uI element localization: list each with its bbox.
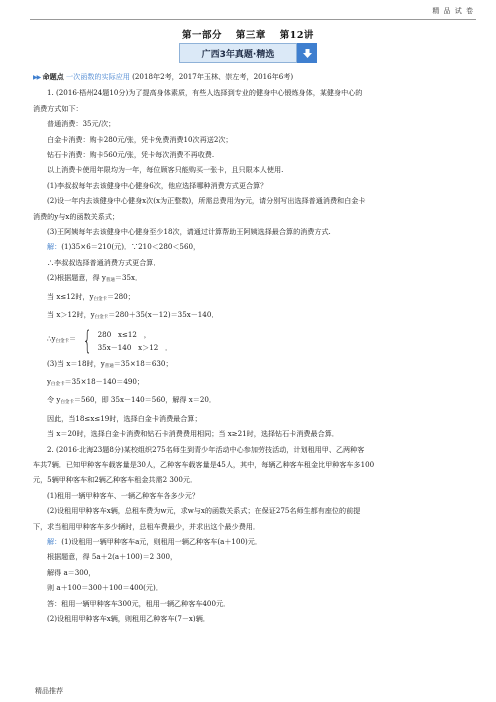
- text-line: (3)当 x＝18时，$y_{普通}=35\times 18=630$；: [47, 358, 173, 369]
- footer-label: 精品推荐: [35, 687, 63, 695]
- text-line: 白金卡消费：购卡280元/张，凭卡免费消费10次再送2次；: [47, 134, 233, 144]
- text-line: 解：(1)设租用一辆甲种客车a元，则租用一辆乙种客车(a＋100)元．: [47, 536, 262, 546]
- text-line: 当 x＞12时，$y_{白金卡}=280+35(x-12)=35x-140$．: [47, 310, 219, 321]
- text-line: (1)李叔叔每年去该健身中心健身6次，他应选择哪种消费方式更合算？: [47, 180, 268, 190]
- text-line: 令 $y_{白金卡}=560$，即 35x－140＝560，解得 x＝20．: [47, 395, 216, 406]
- left-brace: {: [82, 325, 92, 356]
- case-row1: 280 x≤12 ，: [97, 329, 151, 339]
- piecewise-lead: $\therefore y_{白金卡}=$: [47, 334, 77, 345]
- text-line: ∴李叔叔选择普通消费方式更合算．: [47, 257, 161, 267]
- badge-label: 广西3年真题·精选: [179, 43, 297, 63]
- text-line: 消费的y与x的函数关系式；: [33, 211, 120, 221]
- text-line: (3)王阿姨每年去该健身中心健身至少18次，请通过计算帮助王阿姨选择最合算的消费方式.: [47, 227, 331, 237]
- section-badge: [179, 43, 317, 63]
- text-line: 下，求当租用甲种客车多少辆时，总租车费最少，并求出这个最少费用．: [33, 521, 260, 531]
- text-line: (2)根据题意，得 $y_{普通}=35x$．: [47, 273, 143, 284]
- title-part: 第一部分: [182, 30, 223, 41]
- text-line: 2. (2016·北海23题8分)某校组织275名师生到青少年活动中心参加劳技活动，计划租用甲、乙两种客: [47, 444, 365, 454]
- text-line: (1)租用一辆甲种客车、一辆乙种客车各多少元？: [47, 490, 199, 500]
- text-line: 解：(1)35×6＝210(元)．∵210＜280＜560，: [47, 242, 201, 252]
- title-lecture: 第12讲: [279, 30, 314, 41]
- topic-label: 命题点: [42, 72, 64, 81]
- text-line: 车共7辆．已知甲种客车载客量是30人，乙种客车载客量是45人，其中，每辆乙种客车租金比甲种客车多100: [33, 459, 375, 469]
- arrow-down-icon: [297, 43, 317, 63]
- header-rule: [30, 19, 476, 20]
- text-line: 普通消费：35元/次；: [47, 119, 116, 129]
- case-row2: 35x－140 x＞12 ．: [97, 342, 173, 352]
- text-line: 则 a＋100＝300＋100＝400(元)．: [47, 583, 163, 593]
- page-title: [0, 27, 496, 41]
- piecewise-function: [33, 326, 476, 356]
- title-chapter: 第三章: [235, 30, 266, 41]
- topic-line: [33, 69, 476, 85]
- text-line: 钻石卡消费：购卡560元/张，凭卡每次消费不再收费.: [47, 150, 215, 160]
- topic-link: 一次函数的实际应用: [66, 72, 130, 81]
- piecewise-cases: [98, 328, 172, 354]
- text-line: 当 x≤12时，$y_{白金卡}=280$；: [47, 291, 135, 302]
- text-line: (2)设一年内去该健身中心健身x次(x为正整数)，所需总费用为y元，请分别写出选择普通消费和白金卡: [47, 196, 366, 206]
- text-line: 解得 a＝300，: [47, 567, 96, 577]
- text-line: 消费方式如下：: [33, 103, 83, 113]
- text-line: 以上消费卡使用年限均为一年，每位顾客只能购买一张卡，且只限本人使用.: [47, 165, 284, 175]
- text-line: $y_{白金卡}=35\times 18-140=490$；: [47, 376, 144, 387]
- text-line: 根据题意，得 5a＋2(a＋100)＝2 300，: [47, 552, 178, 562]
- text-line: 当 x＝20时，选择白金卡消费和钻石卡消费费用相同；当 x≥21时，选择钻石卡消费最合算．: [47, 429, 339, 439]
- header-mark: 精 品 试 卷: [432, 7, 474, 15]
- text-line: 因此，当18≤x≤19时，选择白金卡消费最合算；: [47, 413, 202, 423]
- text-line: 答：租用一辆甲种客车300元，租用一辆乙种客车400元．: [47, 598, 231, 608]
- text-line: 1. (2016·梧州24题10分)为了提高身体素质，有些人选择到专业的健身中心锻炼身体，某健身中心的: [47, 88, 363, 98]
- document-body: [33, 69, 476, 626]
- topic-note: (2018年2考，2017年玉林、崇左考，2016年6考): [132, 72, 294, 81]
- text-line: 元，5辆甲种客车和2辆乙种客车租金共需2 300元．: [33, 475, 198, 485]
- double-arrow-icon: ▶▶: [33, 74, 41, 81]
- text-line: (2)设租用甲种客车x辆，总租车费为w元，求w与x的函数关系式；在保证275名师生都有座位的前提: [47, 506, 361, 516]
- text-line: (2)设租用甲种客车x辆，则租用乙种客车(7－x)辆．: [47, 614, 210, 623]
